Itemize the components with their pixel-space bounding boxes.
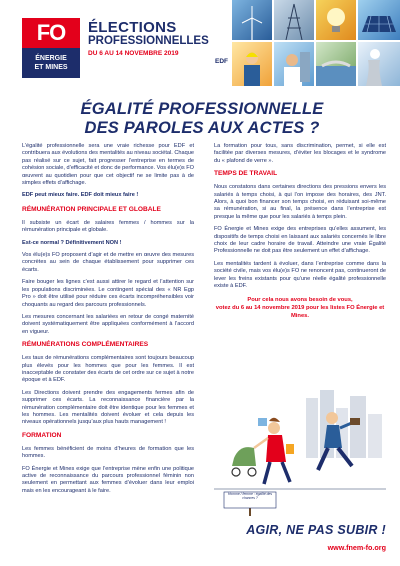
election-title-line1: ÉLECTIONS — [88, 19, 177, 36]
election-title-line2: PROFESSIONNELLES — [88, 35, 209, 47]
intro-paragraph: L’égalité professionnelle sera une vraie richesse pour EDF et contribuera aux évolutions des mentalités au niveau sociétal. Chaque pas réalisé sur ce sujet, fait progresser l’entreprise en termes de cohésion sociale, d’efficacité et donc de performance. Vos élu(e)s FO œuvrent au quotidien pour que cet objectif ne se limite pas à de simples effets d’affichage. — [22, 143, 194, 187]
wind-turbine-photo — [232, 0, 272, 40]
right-column — [214, 143, 386, 320]
solar-panel-photo — [358, 0, 400, 40]
section-title-remuneration: RÉMUNÉRATION PRINCIPALE ET GLOBALE — [22, 205, 161, 213]
city-skyline — [306, 390, 382, 458]
election-company: EDF — [215, 58, 228, 65]
header — [0, 0, 400, 86]
stroller — [232, 447, 256, 476]
running-woman — [254, 418, 294, 484]
pylon-photo — [274, 0, 314, 40]
logo-line1: ÉNERGIE — [35, 55, 67, 62]
cta-line1: Pour cela nous avons besoin de vous, — [247, 296, 353, 303]
footer-slogan: AGIR, NE PAS SUBIR ! — [246, 523, 386, 537]
header-photo-grid — [232, 0, 400, 86]
paragraph: Faire bouger les lignes c’est aussi attirer le regard et l’attention sur les populations discriminées. Le contingent spécial des « NR Egp Pro » doit être utilisé pour réduire ces écarts incompréhensibles voir choquants au regard des parcours professionnels. — [22, 279, 194, 308]
power-plant-photo — [358, 42, 400, 86]
equality-sign-text: Homme / femme : égalité des chances ? — [227, 492, 273, 501]
lightbulb-photo — [316, 0, 356, 40]
cta-line2: votez du 6 au 14 novembre 2019 pour les listes FO Énergie et Mines. — [215, 304, 385, 319]
paragraph: Les mentalités tardent à évoluer, dans l’entreprise comme dans la société civile, mais vos élu(e)s FO ne renoncent pas, continueront de lever les freins existants pour qu’une réelle égalité professionnelle existe à EDF. — [214, 260, 386, 290]
section-title-temps-de-travail: TEMPS DE TRAVAIL — [214, 170, 278, 178]
left-column — [22, 143, 194, 500]
technician-photo — [274, 42, 314, 86]
paragraph: Les taux de rémunérations complémentaires sont toujours beaucoup plus élevés pour les hommes que pour les femmes. Il est inacceptable de constater des écarts de cet ordre sur ce sujet à notre époque et à EDF. — [22, 355, 194, 384]
logo-band — [22, 48, 80, 78]
election-title-block — [88, 20, 228, 66]
headline-line1: ÉGALITÉ PROFESSIONNELLE — [80, 100, 324, 118]
edf-slogan: EDF peut mieux faire. EDF doit mieux faire ! — [22, 192, 139, 199]
paragraph: Les Directions doivent prendre des engagements fermes afin de supprimer ces écarts. La reconnaissance financière par la rémunération complémentaire doit être identique pour les femmes et les hommes. Les mentalités doivent évoluer et cela depuis les niveaux opérationnels jusqu’aux plus hauts management ! — [22, 389, 194, 426]
section-title-remunerations-complementaires: RÉMUNÉRATIONS COMPLÉMENTAIRES — [22, 341, 149, 349]
election-dates: DU 6 AU 14 NOVEMBRE 2019 — [88, 50, 179, 57]
call-to-vote — [214, 296, 386, 320]
hydro-dam-photo — [316, 42, 356, 86]
paragraph: Il subsiste un écart de salaires femmes / hommes sur la rémunération principale et globale. — [22, 219, 194, 234]
question-statement: Est-ce normal ? Définitivement NON ! — [22, 239, 122, 246]
headline-line2: DES PAROLES AUX ACTES ? — [84, 119, 320, 137]
headline — [22, 100, 382, 138]
fo-energie-mines-logo — [22, 18, 80, 78]
worker-photo — [232, 42, 272, 86]
footer-website-link[interactable]: www.fnem-fo.org — [327, 543, 386, 552]
paragraph: Les mesures concernant les salariées en retour de congé maternité doivent systématiquement être appliquées conformément à l’accord en vigueur. — [22, 313, 194, 335]
logo-fo-text: FO — [22, 18, 80, 48]
paragraph: FO Énergie et Mines exige que l’entreprise mène enfin une politique active de reconnaissance du parcours professionnel féminin non seulement en permettant aux femmes d’évoluer dans leur emploi mais en les encourageant à le faire. — [22, 465, 194, 494]
paragraph: FO Énergie et Mines exige des entreprises qu’elles assument, les dispositifs de temps choisi en laissant aux salariés concernés le libre choix de leur cadre horaire de travail. Atteindre une vraie Égalité Professionnelle ne doit pas être seulement un effet d’affichage. — [214, 226, 386, 255]
section-title-formation: FORMATION — [22, 431, 62, 439]
paragraph: Nous constatons dans certaines directions des pressions envers les salariés à temps choisi, à qui l’on impose des horaires, des JNT. Alors, à quoi bon financer son temps choisi, en réduisant soi-même sa rémunération, si au final, la présence dans l’entreprise est presque la même que pour les salariés à temps plein. — [214, 184, 386, 220]
logo-line2: ET MINES — [34, 64, 68, 71]
paragraph: La formation pour tous, sans discrimination, permet, si elle est facilitée par diverses mesures, d’éviter les blocages et le syndrome du « plafond de verre ». — [214, 143, 386, 164]
paragraph: Les femmes bénéficient de moins d’heures de formation que les hommes. — [22, 445, 194, 460]
paragraph: Vos élu(e)s FO proposent d’agir et de mettre en œuvre des mesures concrètes au sein de chaque établissement pour supprimer ces écarts. — [22, 252, 194, 273]
